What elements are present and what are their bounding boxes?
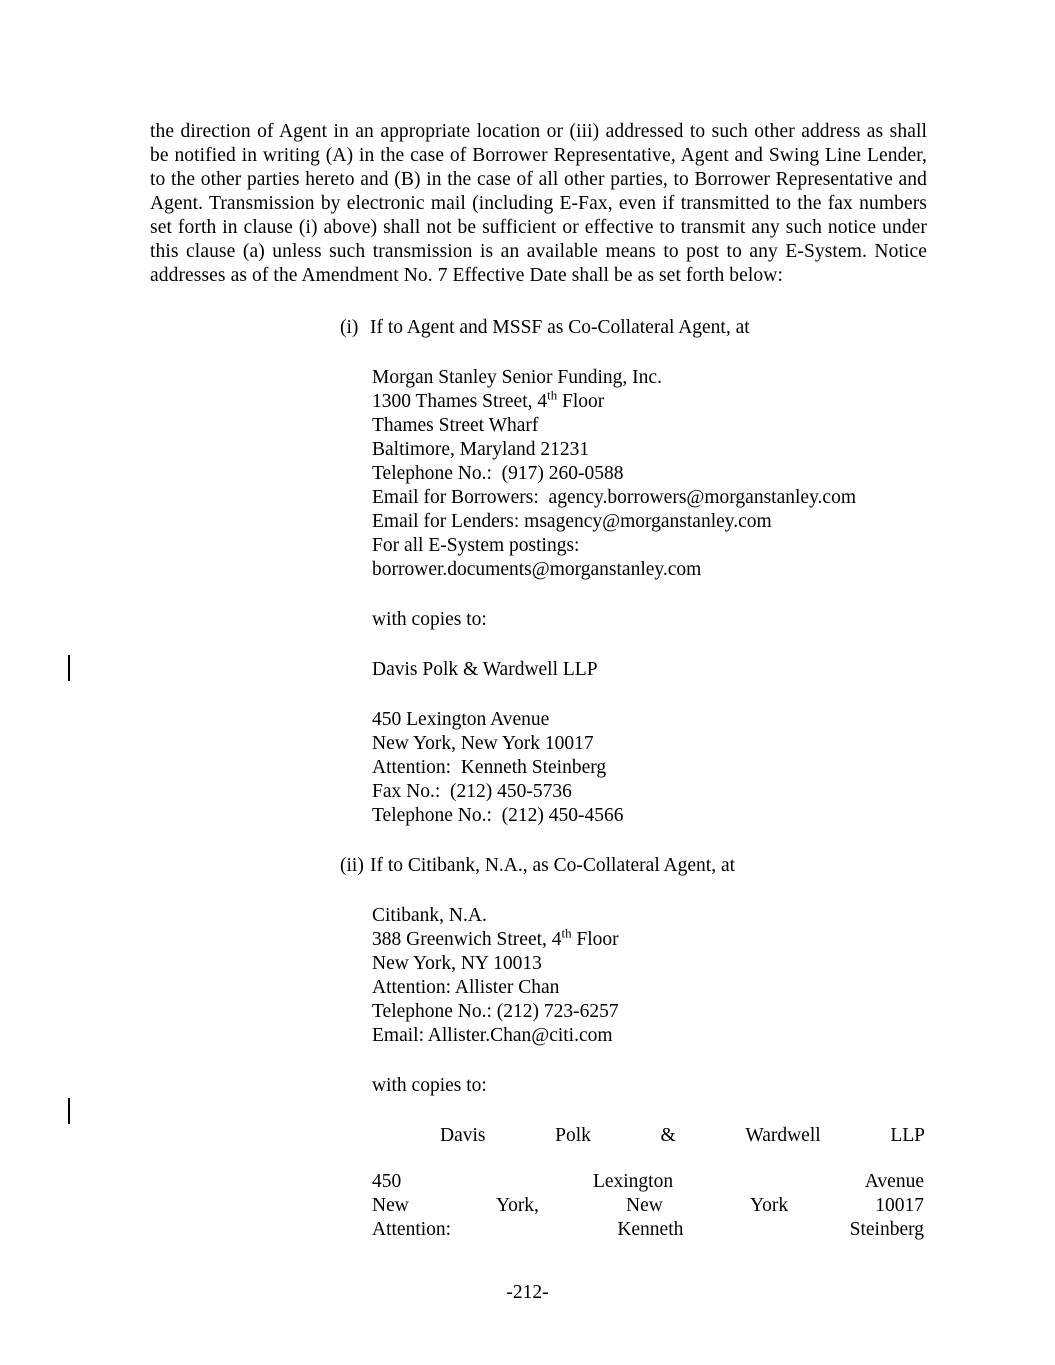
agent-address-line-4: Baltimore, Maryland 21231 bbox=[372, 439, 590, 460]
citibank-telephone: Telephone No.: (212) 723-6257 bbox=[372, 1001, 619, 1022]
counsel-1-address-line-2: New York, New York 10017 bbox=[372, 733, 594, 754]
agent-address-block bbox=[372, 366, 927, 582]
counsel-1-address-block bbox=[372, 708, 927, 828]
counsel-2-address-row-1-word-1: 450 bbox=[372, 1171, 402, 1192]
agent-address-line-2-post: Floor bbox=[557, 391, 605, 412]
agent-address-line-2-pre: 1300 Thames Street, 4 bbox=[372, 391, 548, 412]
agent-address-esystem-label: For all E-System postings: bbox=[372, 535, 580, 556]
counsel-2-address-row-1 bbox=[372, 1170, 924, 1194]
clause-i-marker: (i) bbox=[340, 317, 359, 338]
counsel-2-address-row-2-word-3: New bbox=[626, 1195, 663, 1216]
agent-address-line-3: Thames Street Wharf bbox=[372, 415, 539, 436]
citibank-email: Email: Allister.Chan@citi.com bbox=[372, 1025, 613, 1046]
revision-bar-1 bbox=[68, 655, 70, 681]
counsel-2-firm-word-2: Polk bbox=[555, 1125, 591, 1146]
counsel-2-address-row-2 bbox=[372, 1194, 924, 1218]
counsel-2-firm-word-3: & bbox=[660, 1125, 676, 1146]
counsel-2-attention-label: Attention: bbox=[372, 1219, 452, 1240]
counsel-2-address-row-2-word-2: York, bbox=[495, 1195, 539, 1216]
revision-bar-2 bbox=[68, 1098, 70, 1124]
citibank-attention: Attention: Allister Chan bbox=[372, 977, 560, 998]
intro-paragraph: the direction of Agent in an appropriate location or (iii) addressed to such other address as shall be notified in writing (A) in the case of Borrower Representative, Agent and Swing Line Lender, to the other parties hereto and (B) in the case of all other parties, to Borrower Representative and Agent. Transmission by electronic mail (including E-Fax, even if transmitted to the fax numbers set forth in clause (i) above) shall not be sufficient or effective to transmit any such notice under this clause (a) unless such transmission is an available means to post to any E-System. Notice addresses as of the Amendment No. 7 Effective Date shall be as set forth below: bbox=[150, 121, 927, 286]
counsel-1-attention: Attention: Kenneth Steinberg bbox=[372, 757, 607, 778]
clause-ii bbox=[150, 854, 927, 878]
agent-address-email-lenders: Email for Lenders: msagency@morganstanley.com bbox=[372, 511, 772, 532]
with-copies-label-1: with copies to: bbox=[372, 609, 487, 630]
counsel-2-address-row-1-word-3: Avenue bbox=[864, 1171, 924, 1192]
agent-address-line-2 bbox=[372, 390, 927, 414]
clause-i-text: If to Agent and MSSF as Co-Collateral Agent, at bbox=[370, 317, 750, 338]
agent-address-email-borrowers: Email for Borrowers: agency.borrowers@morganstanley.com bbox=[372, 487, 857, 508]
agent-address-telephone: Telephone No.: (917) 260-0588 bbox=[372, 463, 624, 484]
clause-ii-marker: (ii) bbox=[340, 855, 364, 876]
counsel-2-address-row-2-word-1: New bbox=[372, 1195, 409, 1216]
agent-address-esystem-email: borrower.documents@morganstanley.com bbox=[372, 559, 702, 580]
clause-ii-text: If to Citibank, N.A., as Co-Collateral Agent, at bbox=[370, 855, 736, 876]
counsel-2-firm-word-1: Davis bbox=[440, 1125, 486, 1146]
counsel-1-address-line-1: 450 Lexington Avenue bbox=[372, 709, 550, 730]
citibank-address-line-2 bbox=[372, 928, 927, 952]
counsel-2-firm-word-4: Wardwell bbox=[745, 1125, 821, 1146]
with-copies-label-2: with copies to: bbox=[372, 1075, 487, 1096]
counsel-2-address-row-3 bbox=[372, 1218, 924, 1242]
counsel-2-attention-last-name: Steinberg bbox=[849, 1219, 924, 1240]
agent-address-line-2-ordinal: th bbox=[547, 388, 558, 403]
counsel-2-attention-first-name: Kenneth bbox=[617, 1219, 684, 1240]
citibank-address-line-3: New York, NY 10013 bbox=[372, 953, 542, 974]
clause-i bbox=[150, 316, 927, 340]
citibank-address-line-2-pre: 388 Greenwich Street, 4 bbox=[372, 929, 562, 950]
citibank-address-line-2-post: Floor bbox=[571, 929, 619, 950]
counsel-1-telephone: Telephone No.: (212) 450-4566 bbox=[372, 805, 624, 826]
counsel-1-fax: Fax No.: (212) 450-5736 bbox=[372, 781, 572, 802]
counsel-2-firm-word-5: LLP bbox=[890, 1125, 925, 1146]
counsel-2-address-row-1-word-2: Lexington bbox=[592, 1171, 674, 1192]
counsel-2-address-row-2-word-4: York bbox=[749, 1195, 789, 1216]
citibank-address-line-2-ordinal: th bbox=[561, 926, 572, 941]
counsel-2-address-row-2-word-5: 10017 bbox=[875, 1195, 924, 1216]
counsel-1-firm: Davis Polk & Wardwell LLP bbox=[372, 659, 598, 680]
page-number: -212- bbox=[506, 1282, 549, 1303]
citibank-address-line-1: Citibank, N.A. bbox=[372, 905, 487, 926]
counsel-2-firm-row bbox=[440, 1124, 925, 1148]
agent-address-line-1: Morgan Stanley Senior Funding, Inc. bbox=[372, 367, 662, 388]
citibank-address-block bbox=[372, 904, 927, 1048]
